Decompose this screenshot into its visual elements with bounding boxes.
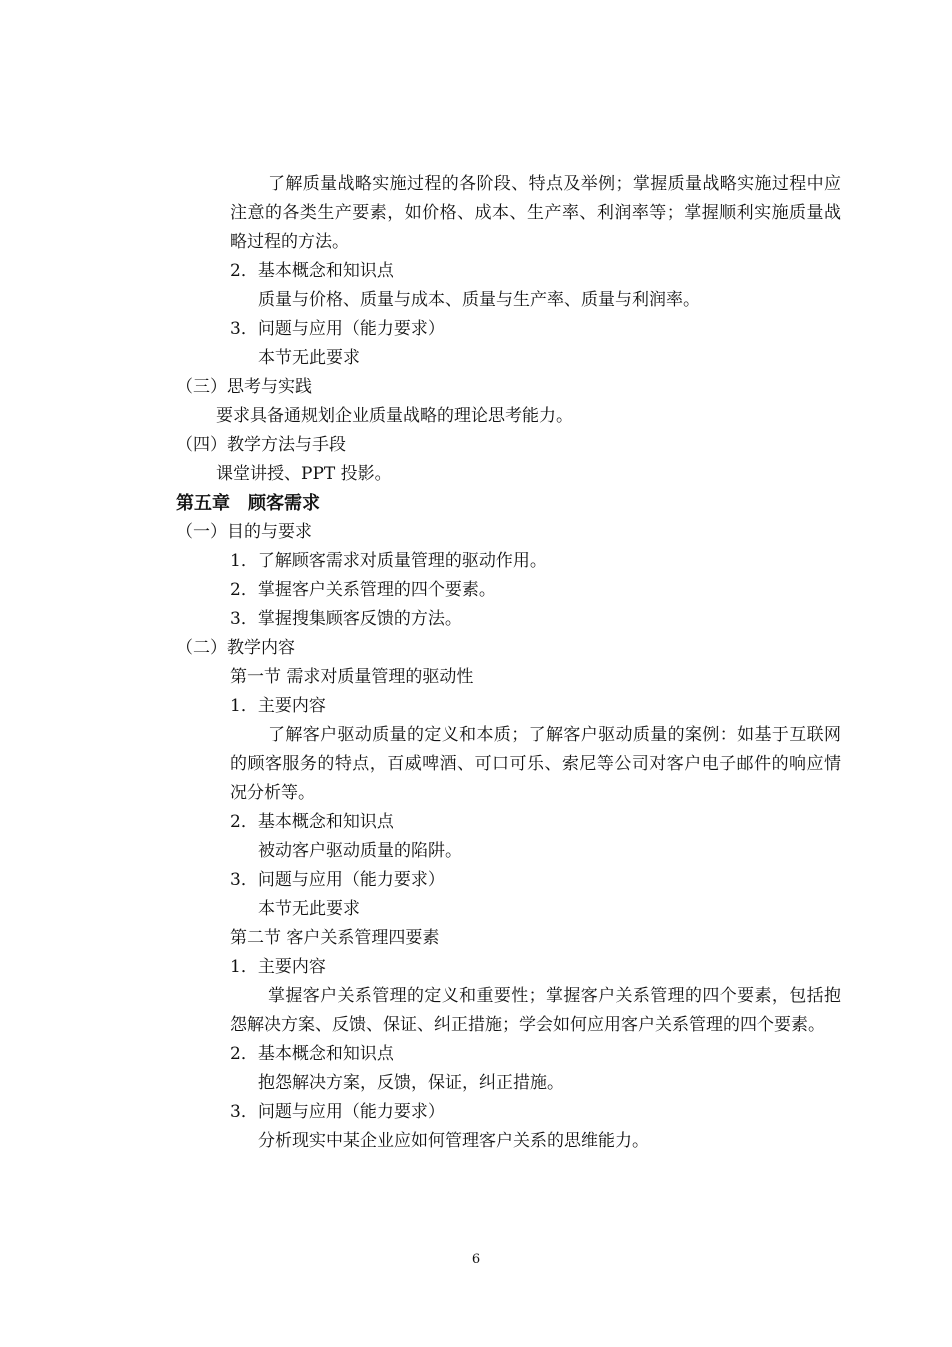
- section4-heading: （四）教学方法与手段: [176, 435, 346, 455]
- goal-item: 3．掌握搜集顾客反馈的方法。: [230, 609, 462, 629]
- section2-content-heading: 1．主要内容: [230, 957, 326, 977]
- section2-content-paragraph: 掌握客户关系管理的定义和重要性；掌握客户关系管理的四个要素，包括抱怨解决方案、反馈、保证、纠正措施；学会如何应用客户关系管理的四个要素。: [230, 986, 841, 1035]
- section2-application-text: 分析现实中某企业应如何管理客户关系的思维能力。: [258, 1131, 649, 1151]
- section1-concepts-heading: 2．基本概念和知识点: [230, 812, 394, 832]
- page-number: 6: [471, 1252, 481, 1267]
- section1-concepts-text: 被动客户驱动质量的陷阱。: [258, 841, 462, 861]
- intro-concepts-heading: 2．基本概念和知识点: [230, 261, 394, 281]
- chapter-title: 第五章 顾客需求: [176, 493, 320, 514]
- section2-title: 第二节 客户关系管理四要素: [230, 928, 440, 948]
- page-content: [176, 170, 841, 1156]
- section1-title: 第一节 需求对质量管理的驱动性: [230, 667, 474, 687]
- section2-application-heading: 3．问题与应用（能力要求）: [230, 1102, 445, 1122]
- intro-application-text: 本节无此要求: [258, 348, 360, 368]
- goals-heading: （一）目的与要求: [176, 522, 312, 542]
- section1-content-heading: 1．主要内容: [230, 696, 326, 716]
- intro-concepts-text: 质量与价格、质量与成本、质量与生产率、质量与利润率。: [258, 290, 700, 310]
- teaching-heading: （二）教学内容: [176, 638, 295, 658]
- section1-application-text: 本节无此要求: [258, 899, 360, 919]
- intro-content-paragraph: 了解质量战略实施过程的各阶段、特点及举例；掌握质量战略实施过程中应注意的各类生产要素，如价格、成本、生产率、利润率等；掌握顺利实施质量战略过程的方法。: [230, 174, 841, 252]
- intro-application-heading: 3．问题与应用（能力要求）: [230, 319, 445, 339]
- section3-text: 要求具备通规划企业质量战略的理论思考能力。: [216, 406, 573, 426]
- section1-application-heading: 3．问题与应用（能力要求）: [230, 870, 445, 890]
- goal-item: 1．了解顾客需求对质量管理的驱动作用。: [230, 551, 547, 571]
- goal-item: 2．掌握客户关系管理的四个要素。: [230, 580, 496, 600]
- section2-concepts-heading: 2．基本概念和知识点: [230, 1044, 394, 1064]
- section2-concepts-text: 抱怨解决方案，反馈，保证，纠正措施。: [258, 1073, 564, 1093]
- section4-text: 课堂讲授、PPT 投影。: [216, 464, 392, 484]
- section3-heading: （三）思考与实践: [176, 377, 312, 397]
- section1-content-paragraph: 了解客户驱动质量的定义和本质；了解客户驱动质量的案例：如基于互联网的顾客服务的特点，百威啤酒、可口可乐、索尼等公司对客户电子邮件的响应情况分析等。: [230, 725, 841, 803]
